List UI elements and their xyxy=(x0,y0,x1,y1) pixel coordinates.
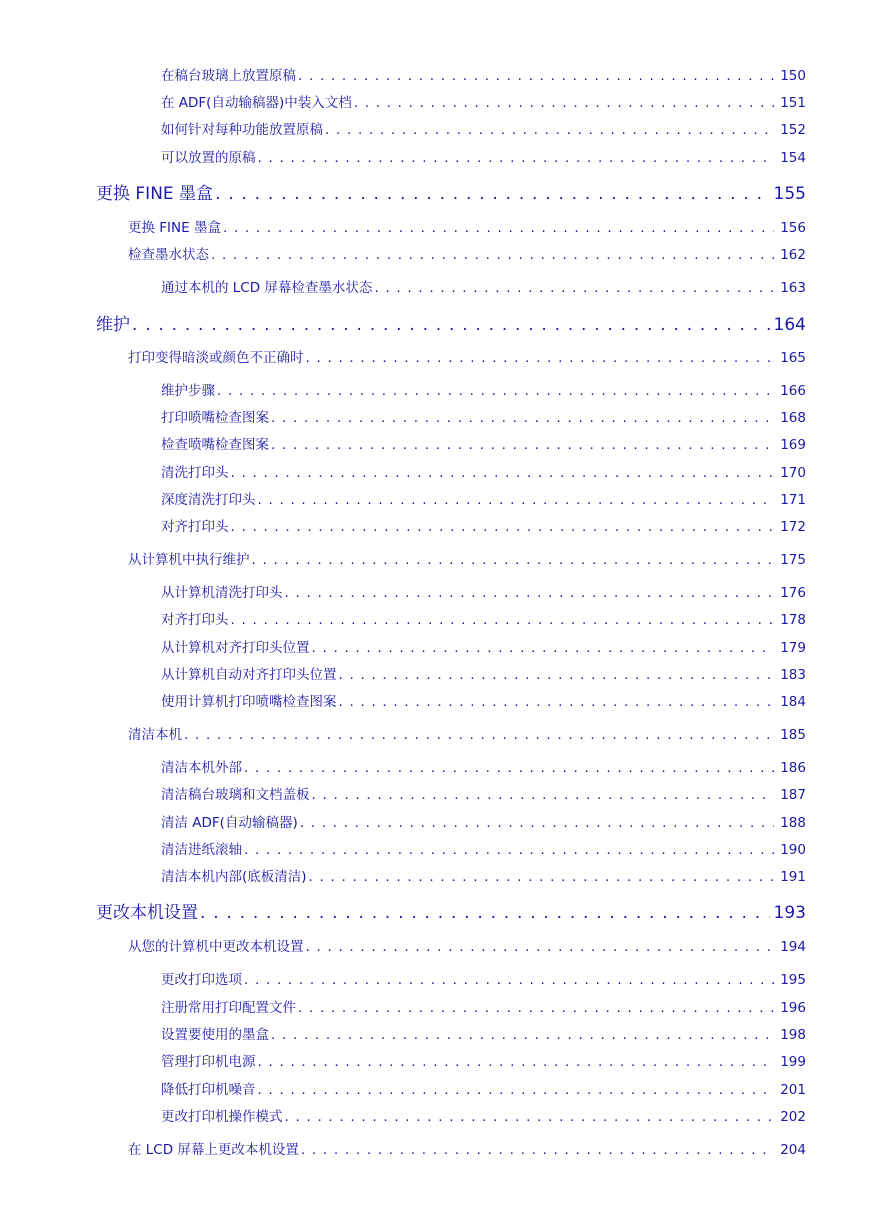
toc-page-number: 193 xyxy=(773,903,806,923)
toc-entry-title: 更改本机设置 xyxy=(96,903,198,923)
toc-entry-title: 维护步骤 xyxy=(161,383,215,399)
toc-entry-title: 清洁本机外部 xyxy=(161,760,242,776)
toc-chapter-link[interactable] xyxy=(96,898,806,922)
toc-section-link[interactable] xyxy=(128,346,806,366)
toc-subsection-link[interactable] xyxy=(161,276,806,296)
toc-entry-title: 从计算机自动对齐打印头位置 xyxy=(161,667,337,683)
toc-dot-leader xyxy=(231,465,775,481)
toc-page-number: 183 xyxy=(780,667,806,683)
toc-section-link[interactable] xyxy=(128,723,806,743)
toc-dot-leader xyxy=(306,939,775,955)
toc-section-link[interactable] xyxy=(128,243,806,263)
toc-dot-leader xyxy=(306,350,775,366)
toc-entry-title: 对齐打印头 xyxy=(161,519,229,535)
toc-subsection-link[interactable] xyxy=(161,838,806,858)
toc-dot-leader xyxy=(184,727,774,743)
toc-entry-title: 清洁进纸滚轴 xyxy=(161,842,242,858)
toc-entry-title: 更改打印机操作模式 xyxy=(161,1109,283,1125)
toc-dot-leader xyxy=(244,760,774,776)
toc-dot-leader xyxy=(271,437,774,453)
toc-entry-title: 清洁稿台玻璃和文档盖板 xyxy=(161,787,310,803)
toc-page-number: 150 xyxy=(780,68,806,84)
toc-entry-title: 更改打印选项 xyxy=(161,972,242,988)
toc-dot-leader xyxy=(258,150,775,166)
toc-page-number: 156 xyxy=(780,220,806,236)
toc-dot-leader xyxy=(132,315,770,335)
toc-subsection-link[interactable] xyxy=(161,811,806,831)
toc-entry-title: 清洁 ADF(自动输稿器) xyxy=(161,815,298,831)
toc-page-number: 187 xyxy=(780,787,806,803)
toc-page-number: 152 xyxy=(780,122,806,138)
toc-dot-leader xyxy=(298,68,774,84)
toc-subsection-link[interactable] xyxy=(161,379,806,399)
toc-subsection-link[interactable] xyxy=(161,118,806,138)
toc-entry-title: 注册常用打印配置文件 xyxy=(161,1000,296,1016)
toc-page-number: 172 xyxy=(780,519,806,535)
toc-section-link[interactable] xyxy=(128,548,806,568)
toc-dot-leader xyxy=(312,640,775,656)
toc-page-number: 162 xyxy=(780,247,806,263)
toc-subsection-link[interactable] xyxy=(161,91,806,111)
toc-entry-title: 更换 FINE 墨盒 xyxy=(96,184,214,204)
toc-entry-title: 从计算机清洗打印头 xyxy=(161,585,283,601)
toc-subsection-link[interactable] xyxy=(161,515,806,535)
toc-dot-leader xyxy=(215,184,770,204)
toc-entry-title: 降低打印机噪音 xyxy=(161,1082,256,1098)
toc-page-number: 186 xyxy=(780,760,806,776)
toc-dot-leader xyxy=(339,694,775,710)
toc-subsection-link[interactable] xyxy=(161,636,806,656)
toc-page-number: 195 xyxy=(780,972,806,988)
toc-dot-leader xyxy=(285,1109,775,1125)
toc-subsection-link[interactable] xyxy=(161,581,806,601)
toc-subsection-link[interactable] xyxy=(161,865,806,885)
toc-entry-title: 在 LCD 屏幕上更改本机设置 xyxy=(128,1142,299,1158)
toc-entry-title: 维护 xyxy=(96,315,130,335)
toc-dot-leader xyxy=(271,1027,774,1043)
toc-subsection-link[interactable] xyxy=(161,783,806,803)
toc-page-number: 165 xyxy=(780,350,806,366)
toc-dot-leader xyxy=(200,903,770,923)
toc-entry-title: 清洁本机内部(底板清洁) xyxy=(161,869,307,885)
toc-page-number: 175 xyxy=(780,552,806,568)
toc-entry-title: 从您的计算机中更改本机设置 xyxy=(128,939,304,955)
toc-dot-leader xyxy=(244,972,774,988)
toc-section-link[interactable] xyxy=(128,935,806,955)
toc-page-number: 190 xyxy=(780,842,806,858)
toc-subsection-link[interactable] xyxy=(161,64,806,84)
toc-subsection-link[interactable] xyxy=(161,1050,806,1070)
toc-page-number: 198 xyxy=(780,1027,806,1043)
toc-chapter-link[interactable] xyxy=(96,179,806,203)
toc-page-number: 164 xyxy=(773,315,806,335)
toc-page-number: 185 xyxy=(780,727,806,743)
toc-page-number: 204 xyxy=(780,1142,806,1158)
toc-entry-title: 打印变得暗淡或颜色不正确时 xyxy=(128,350,304,366)
toc-subsection-link[interactable] xyxy=(161,146,806,166)
toc-section-link[interactable] xyxy=(128,1138,806,1158)
toc-subsection-link[interactable] xyxy=(161,488,806,508)
toc-entry-title: 如何针对每种功能放置原稿 xyxy=(161,122,323,138)
toc-page-number: 194 xyxy=(780,939,806,955)
toc-subsection-link[interactable] xyxy=(161,433,806,453)
toc-dot-leader xyxy=(223,220,774,236)
toc-subsection-link[interactable] xyxy=(161,1023,806,1043)
toc-entry-title: 从计算机中执行维护 xyxy=(128,552,250,568)
toc-page-number: 184 xyxy=(780,694,806,710)
toc-page-number: 155 xyxy=(773,184,806,204)
toc-dot-leader xyxy=(258,1082,775,1098)
toc-dot-leader xyxy=(309,869,774,885)
toc-subsection-link[interactable] xyxy=(161,756,806,776)
toc-entry-title: 管理打印机电源 xyxy=(161,1054,256,1070)
toc-entry-title: 在稿台玻璃上放置原稿 xyxy=(161,68,296,84)
toc-dot-leader xyxy=(312,787,775,803)
toc-dot-leader xyxy=(258,1054,775,1070)
toc-entry-title: 清洁本机 xyxy=(128,727,182,743)
toc-dot-leader xyxy=(231,519,775,535)
toc-entry-title: 可以放置的原稿 xyxy=(161,150,256,166)
toc-entry-title: 设置要使用的墨盒 xyxy=(161,1027,269,1043)
toc-subsection-link[interactable] xyxy=(161,690,806,710)
toc-page-number: 151 xyxy=(780,95,806,111)
toc-dot-leader xyxy=(374,280,774,296)
toc-entry-title: 检查喷嘴检查图案 xyxy=(161,437,269,453)
toc-dot-leader xyxy=(231,612,775,628)
toc-page-number: 202 xyxy=(780,1109,806,1125)
toc-page-number: 169 xyxy=(780,437,806,453)
toc-entry-title: 检查墨水状态 xyxy=(128,247,209,263)
toc-chapter-link[interactable] xyxy=(96,310,806,334)
toc-subsection-link[interactable] xyxy=(161,461,806,481)
toc-dot-leader xyxy=(354,95,774,111)
toc-page-number: 178 xyxy=(780,612,806,628)
toc-subsection-link[interactable] xyxy=(161,996,806,1016)
toc-page-number: 154 xyxy=(780,150,806,166)
toc-subsection-link[interactable] xyxy=(161,608,806,628)
toc-page-number: 196 xyxy=(780,1000,806,1016)
toc-page-number: 176 xyxy=(780,585,806,601)
toc-subsection-link[interactable] xyxy=(161,1078,806,1098)
toc-dot-leader xyxy=(339,667,775,683)
toc-page-number: 170 xyxy=(780,465,806,481)
toc-subsection-link[interactable] xyxy=(161,663,806,683)
toc-entry-title: 从计算机对齐打印头位置 xyxy=(161,640,310,656)
toc-dot-leader xyxy=(252,552,775,568)
toc-dot-leader xyxy=(301,1142,774,1158)
toc-entry-title: 对齐打印头 xyxy=(161,612,229,628)
toc-entry-title: 使用计算机打印喷嘴检查图案 xyxy=(161,694,337,710)
toc-dot-leader xyxy=(258,492,775,508)
toc-dot-leader xyxy=(211,247,774,263)
toc-dot-leader xyxy=(298,1000,774,1016)
toc-page-number: 188 xyxy=(780,815,806,831)
toc-page-number: 171 xyxy=(780,492,806,508)
toc-dot-leader xyxy=(217,383,774,399)
toc-dot-leader xyxy=(300,815,774,831)
toc-subsection-link[interactable] xyxy=(161,968,806,988)
toc-page-number: 199 xyxy=(780,1054,806,1070)
toc-entry-title: 深度清洗打印头 xyxy=(161,492,256,508)
toc-subsection-link[interactable] xyxy=(161,1105,806,1125)
toc-entry-title: 更换 FINE 墨盒 xyxy=(128,220,221,236)
toc-page-number: 163 xyxy=(780,280,806,296)
toc-page-number: 191 xyxy=(780,869,806,885)
toc-subsection-link[interactable] xyxy=(161,406,806,426)
toc-entry-title: 清洗打印头 xyxy=(161,465,229,481)
toc-page-number: 201 xyxy=(780,1082,806,1098)
toc-dot-leader xyxy=(285,585,775,601)
toc-dot-leader xyxy=(244,842,774,858)
toc-page-number: 168 xyxy=(780,410,806,426)
toc-dot-leader xyxy=(325,122,774,138)
toc-entry-title: 在 ADF(自动输稿器)中装入文档 xyxy=(161,95,352,111)
toc-dot-leader xyxy=(271,410,774,426)
toc-entry-title: 通过本机的 LCD 屏幕检查墨水状态 xyxy=(161,280,373,296)
toc-page-number: 166 xyxy=(780,383,806,399)
toc-page-number: 179 xyxy=(780,640,806,656)
toc-section-link[interactable] xyxy=(128,216,806,236)
toc-entry-title: 打印喷嘴检查图案 xyxy=(161,410,269,426)
